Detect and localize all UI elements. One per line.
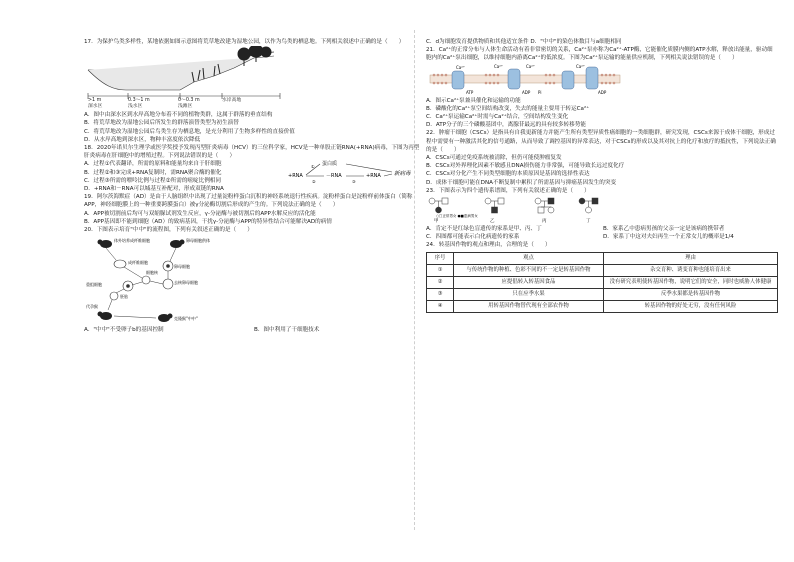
q18-option-d: D．+RNA和－RNA可以堿基互补配对，形成双链的RNA <box>84 186 224 193</box>
label-embryo: 胚胎 <box>120 294 128 300</box>
pedigree-label-jia: 甲 <box>434 219 439 225</box>
q23-option-b: B．家系乙中患病男孩的父亲一定是该病的携带者 <box>603 226 725 233</box>
q17-option-b: B．将荒草地改为湿地公园后所发生的群落演替类型为初生演替 <box>84 120 239 127</box>
label-enucleated: 去核卵母细胞 <box>174 280 198 286</box>
q22-option-d: D．成体干细胞可能在DNA不断复制中累积了所需基因与抑癌基因发生的突变 <box>426 179 617 186</box>
q18-option-b: B．过程②和③完成+RNA复制时，需RNA聚合酶的催化 <box>84 169 222 176</box>
label-recon-embryo: 重组细胞 <box>86 282 102 288</box>
q18-block <box>84 160 424 193</box>
table-row <box>427 264 778 276</box>
q22-stem: 22．肿瘤干细胞（CSCs）是指具有自我更新能力并能产生所有类型异质性癌细胞的一类细胞群，研究发现，CSCs来源于成体干细胞，形成过程中需要有一种激活其化的信号通路，从而导致了调控基因的异常表达，对于CSCs的形成以及其对抗上的化疗和放疗的抵抗性，下列说法正确的是（ ） <box>426 130 776 153</box>
table-header: 序号 <box>427 252 454 264</box>
q18-option-a: A．过程①代表翻译，所需的原料和能量均来自于肝细胞 <box>84 161 222 168</box>
q19-stem: 19．阿尔茨海默症（AD）是由于人脑组织中出现了过量淀粉样蛋白沉积的神经系统退行性疾病。淀粉样蛋白是淀粉样前体蛋白（简称APP，神经细胞膜上的一种重要跨膜蛋白）被γ分泌酶切割后形成的产生的。下列说法正确的是（ ） <box>84 194 413 209</box>
q17-option-c: C．将荒草地改为湿地公园后鸟类生存为栖息地，是充分利用了生物多样性的直接价值 <box>84 128 295 135</box>
q20-option-b: B．图中利用了干细胞技术 <box>254 327 320 334</box>
left-column <box>84 38 424 334</box>
label-adp: ADP <box>522 89 531 95</box>
q21-option-a: A．图示Ca²⁺泵兼具催化和运输的功能 <box>426 97 521 104</box>
table-cell: ① <box>427 264 454 276</box>
q21-option-c: C．Ca²⁺泵运输Ca²⁺时需与Ca²⁺结合，空间结构发生变化 <box>426 114 569 121</box>
table-header: 观点 <box>454 252 604 264</box>
table-cell: 没有研究表明使转基因作物，说明它们的安全，同时也威胁人体健康 <box>604 276 778 288</box>
table-cell: ③ <box>427 288 454 300</box>
label-minus-rna: －RNA <box>326 173 342 180</box>
table-cell: 只在应季水果 <box>454 288 604 300</box>
q20-option-a: A．"中中"不受卵子b的基因控制 <box>84 327 164 334</box>
zone-label-deep: >1 m 深水区 <box>88 98 103 109</box>
table-row <box>427 276 778 288</box>
q23-options-ab <box>426 225 778 233</box>
q17-stem: 17．为保护鸟类多样性，某地依据如图示意图将荒草地改建为湿地公园，以作为鸟类的栖息地。下列相关叙述中正确的是（ ） <box>84 39 405 45</box>
pedigree-diagram <box>426 195 676 225</box>
q23-option-a: A．肯定不是红绿色盲遗传的家系是甲、丙、丁 <box>426 226 542 233</box>
q18-option-c: C．过程③所需的嘌呤比例与过程②所需的嘧啶比例相同 <box>84 177 221 184</box>
zone-label-highland: 水岸高地 <box>222 98 242 104</box>
table-cell: 转基因作物的好处无穷，没有任何风险 <box>604 300 778 312</box>
label-fibroblast: 成纤维细胞 <box>128 260 148 266</box>
label-zhongzhong: 克隆猴"中中" <box>174 316 198 322</box>
q20-options-cd: C．d为细胞发育提供物质和其他适宜条件 D．"中中"的染色体数目与a细胞相同 <box>426 39 622 45</box>
q22-option-b: B．CSCs对外界理化因素不敏感且DNA损伤能力非常强，可能导致长远过度化疗 <box>426 163 625 170</box>
q17-option-a: A．图中由深水区到水岸高地分布着不同的植物类群，这属于群落的垂直结构 <box>84 112 273 119</box>
label-new-virus: 新病毒 <box>394 171 411 178</box>
q23-options-cd <box>426 233 778 241</box>
table-cell: ② <box>427 276 454 288</box>
label-nucleus: 细胞核 <box>146 270 158 276</box>
q19-option-b: B．APP基因即不能到细胞（AD）的致病基因，干扰γ-分泌酶与APP的特异性结合可能解决AD的病情 <box>84 218 332 225</box>
q23-option-c: C．四图都可能表示白化病遗传的家系 <box>426 234 520 241</box>
label-plus-rna-2: +RNA <box>366 173 381 180</box>
label-adp-2: ADP <box>598 89 607 95</box>
label-step-1: ① <box>311 164 315 170</box>
table-cell: 杂交育种、诱变育种也能培育出来 <box>604 264 778 276</box>
zone-label-shallow: 0.3～1 m 浅水区 <box>128 98 150 109</box>
label-pi: Pi <box>538 89 542 95</box>
q21-option-d: D．ATP分子的三个磷酸基团中，离腺苷最远的具有较多转移势能 <box>426 122 586 129</box>
pedigree-legend: ○□正常男女 ●■患病男女 <box>436 214 478 219</box>
calcium-pump-diagram <box>426 63 626 97</box>
label-oocyte-donor: 卵母细胞供体 <box>186 238 210 244</box>
table-header: 理由 <box>604 252 778 264</box>
label-ca-1: Ca²⁺ <box>456 64 465 70</box>
q23-option-d: D．家系丁中这对夫妇再生一个正常女儿的概率是1/4 <box>603 234 734 241</box>
label-ca-4: Ca²⁺ <box>576 63 585 69</box>
q20-stem: 20．下图表示培育"中中"的流程图，下列有关叙述正确的是（ ） <box>84 227 253 234</box>
zone-labels <box>88 98 288 109</box>
label-cell-donor: 体外培养成纤维细胞 <box>114 238 150 244</box>
label-step-2: ② <box>312 179 316 185</box>
table-cell: 应提倡转入转基因食品 <box>454 276 604 288</box>
q18-stem: 18．2020年诺贝尔生理学或医学奖授予发现丙型肝炎病毒（HCV）的三位科学家，HCV是一种单股正链RNA(+RNA)病毒，下图为丙型肝炎病毒在肝细胞中的增殖过程。下列说法错误的是（ ） <box>84 145 420 160</box>
table-cell: ④ <box>427 300 454 312</box>
q20-figure <box>84 234 424 326</box>
pedigree-label-ding: 丁 <box>586 219 591 225</box>
label-plus-rna-1: +RNA <box>288 173 303 180</box>
q22-option-c: C．CSCs对分化产生不同类型细胞的本质原因是基因的选择性表达 <box>426 171 590 178</box>
q19-option-a: A．APP被切割前后均可与双缩脲试剂发生反应，γ-分泌酶与被切割后的APP水解反应的活化能 <box>84 210 316 217</box>
q21-option-b: B．磷酸化的Ca²⁺泵空间结构改变，失去的能量主要用于转运Ca²⁺ <box>426 105 590 112</box>
q21-stem: 21．Ca²⁺的正常分布与人体生命活动有着非常密切的关系，Ca²⁺泵亦称为Ca²⁺-ATP酶，它能催化质膜内侧的ATP水解，释放出能量，驱动细胞内的Ca²⁺泵出细胞，以维持细胞内游离Ca²⁺的低浓度。下图为Ca²⁺泵运输的能量供应机制，下列相关说法错误的是（ ） <box>426 47 773 62</box>
table-cell: 与传统作物的种植、色彩不同的不一定是转基因作物 <box>454 264 604 276</box>
q22-option-a: A．CSCs可通过免疫系统被清除，但仍可能使肿瘤复发 <box>426 155 562 162</box>
q21-figure <box>426 63 778 97</box>
label-oocyte: 卵母细胞 <box>174 264 190 270</box>
table-cell: 反季水果都是转基因作物 <box>604 288 778 300</box>
cloning-flow-diagram <box>84 234 284 326</box>
label-step-3: ③ <box>352 179 356 185</box>
right-column <box>426 38 778 313</box>
hcv-replication-diagram <box>284 156 424 190</box>
table-cell: 用转基因作物替代现有全部农作物 <box>454 300 604 312</box>
label-surrogate: 代孕猴 <box>86 304 98 310</box>
label-protein: 蛋白质 <box>322 161 338 168</box>
pedigree-label-yi: 乙 <box>490 219 495 225</box>
label-atp: ATP <box>466 89 474 95</box>
label-ca-3: Ca²⁺ <box>526 63 535 69</box>
q17-figure <box>84 46 424 108</box>
table-header-row <box>427 252 778 264</box>
q20-options-ab <box>84 326 414 334</box>
q23-figure <box>426 195 778 225</box>
table-row <box>427 300 778 312</box>
q23-stem: 23．下图表示为四个遗传系谱图，下列有关叙述正确的是（ ） <box>426 187 590 194</box>
zone-label-shoal: 0～0.3 m 浅滩区 <box>178 98 200 109</box>
pedigree-label-bing: 丙 <box>542 219 547 225</box>
q24-table <box>426 252 778 313</box>
q17-option-d: D．从水岸高地到深水区，物种丰富度依次降低 <box>84 136 201 143</box>
label-ca-2: Ca²⁺ <box>494 63 503 69</box>
q24-stem: 24．转基因作物的观点和理由，合理的是（ ） <box>426 242 551 249</box>
table-row <box>427 288 778 300</box>
